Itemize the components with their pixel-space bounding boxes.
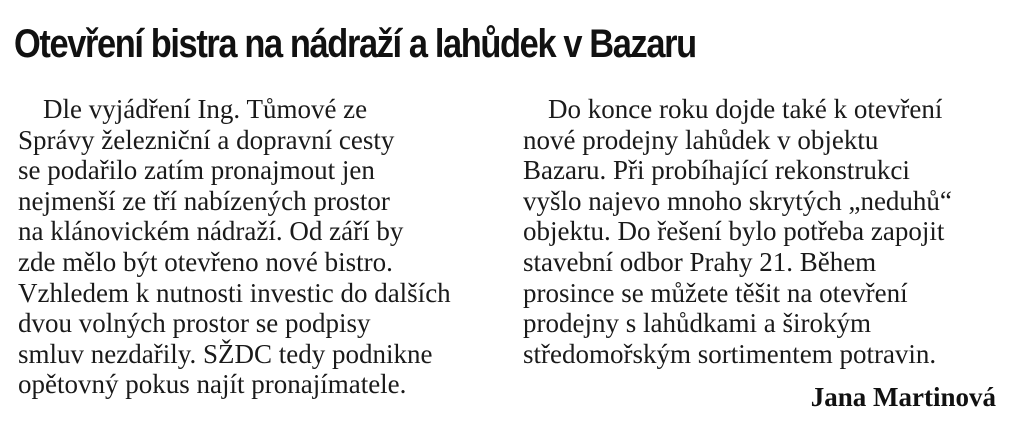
paragraph-line: opětovný pokus najít pronajímatele. xyxy=(18,369,407,400)
paragraph-line: Bazaru. Při probíhající rekonstrukci xyxy=(523,155,910,186)
paragraph-line: zde mělo být otevřeno nové bistro. xyxy=(18,246,393,277)
paragraph-line: objektu. Do řešení bylo potřeba zapojit xyxy=(523,216,945,247)
article-column-right xyxy=(523,94,1013,369)
paragraph-line: stavební odbor Prahy 21. Během xyxy=(523,246,877,277)
article-headline: Otevření bistra na nádraží a lahůdek v Bazaru xyxy=(14,22,696,66)
paragraph-line: prodejny s lahůdkami a širokým xyxy=(523,308,871,339)
paragraph-line: Vzhledem k nutnosti investic do dalších xyxy=(18,277,451,308)
paragraph-line: dvou volných prostor se podpisy xyxy=(18,308,371,339)
paragraph-line: nové prodejny lahůdek v objektu xyxy=(523,124,879,155)
paragraph-line: Správy železniční a dopravní cesty xyxy=(18,124,395,155)
paragraph-line: vyšlo najevo mnoho skrytých „neduhů“ xyxy=(523,185,952,216)
paragraph-line: Dle vyjádření Ing. Tůmové ze xyxy=(43,94,368,124)
paragraph-line: se podařilo zatím pronajmout jen xyxy=(18,155,375,186)
paragraph-line: prosince se můžete těšit na otevření xyxy=(523,277,908,308)
article-column-left xyxy=(18,94,498,400)
paragraph-line: na klánovickém nádraží. Od září by xyxy=(18,216,404,247)
paragraph-line: smluv nezdařily. SŽDC tedy podnikne xyxy=(18,338,433,369)
paragraph-line: nejmenší ze tří nabízených prostor xyxy=(18,185,390,216)
paragraph-line: Do konce roku dojde také k otevření xyxy=(548,94,943,124)
paragraph-line: středomořským sortimentem potravin. xyxy=(523,338,937,369)
article-author: Jana Martinová xyxy=(810,382,996,412)
